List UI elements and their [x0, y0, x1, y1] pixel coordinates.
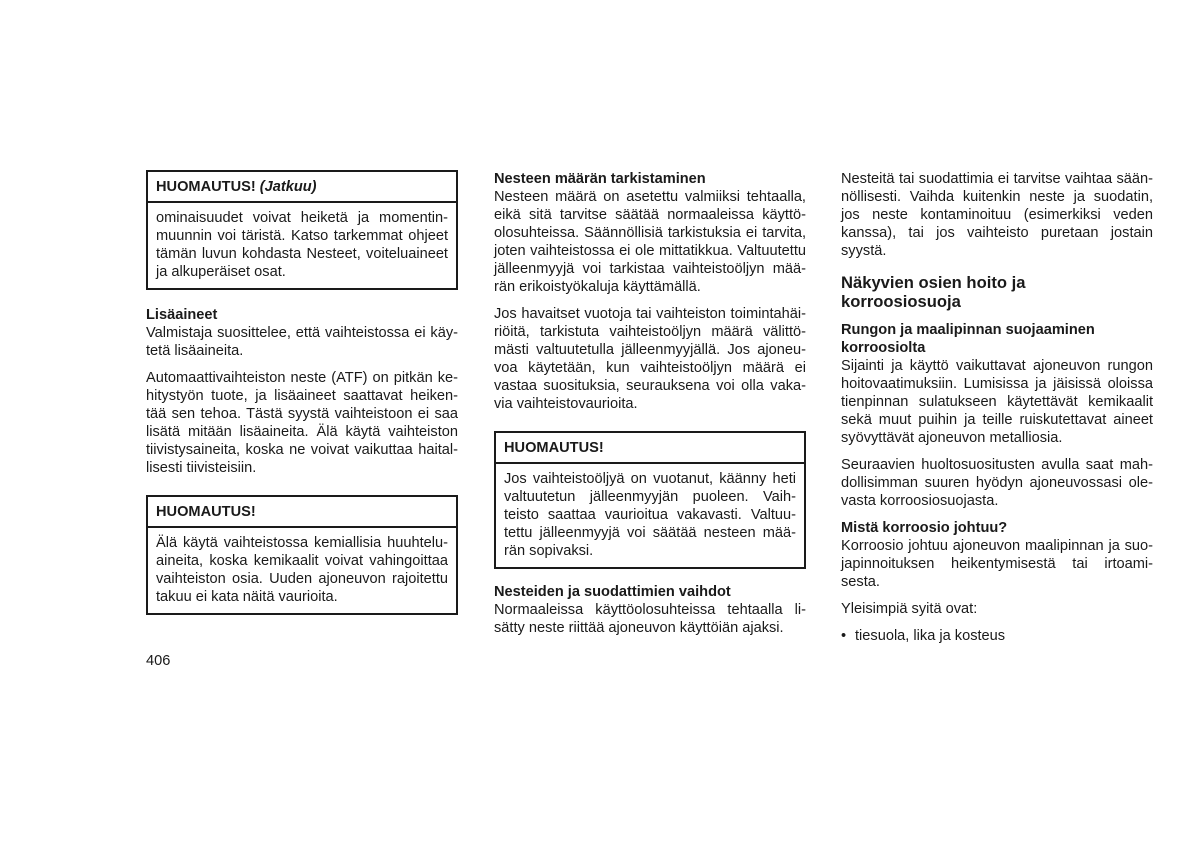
subheading-corrosion-cause: Mistä korroosio johtuu?: [841, 520, 1008, 536]
subheading-body-paint: korroosiolta: [841, 340, 926, 356]
page-number: 406: [146, 653, 171, 669]
subheading-body-paint: Rungon ja maalipinnan suojaaminen: [841, 322, 1095, 338]
column-1: [146, 170, 458, 615]
notice-line: rän sopivaksi.: [504, 543, 594, 559]
paragraph-line: sesta.: [841, 574, 880, 590]
paragraph-line: vastaa suosituksia, seurauksena voi olla vaka-: [494, 378, 806, 394]
notice-title: HUOMAUTUS!: [496, 439, 804, 464]
paragraph-line: via vaihteistovaurioita.: [494, 396, 638, 412]
column-3: [841, 170, 1153, 645]
list-item: [841, 627, 1153, 645]
bullet-icon: •: [841, 628, 847, 644]
paragraph-line: tää sen tehoa. Tästä syystä vaihteistoon ei saa: [146, 406, 458, 422]
notice-line: ja alkuperäiset osat.: [156, 264, 286, 280]
paragraph-line: dollisimman suuren hyödyn ajoneuvossasi ole-: [841, 475, 1153, 491]
section-title: Näkyvien osien hoito ja: [841, 273, 1026, 292]
notice-continued-label: (Jatkuu): [259, 179, 317, 195]
paragraph-line: Automaattivaihteiston neste (ATF) on pitkän ke-: [146, 370, 458, 386]
paragraph-line: joten vaihteistossa ei ole mittatikkua. Valtuutettu: [494, 243, 806, 259]
notice-line: takuu ei kata näitä vaurioita.: [156, 589, 338, 605]
paragraph-line: sätty neste riittää ajoneuvon käyttöiän ajaksi.: [494, 620, 784, 636]
paragraph-line: Seuraavien huoltosuositusten avulla saat mah-: [841, 457, 1153, 473]
paragraph-line: tetä lisäaineita.: [146, 343, 244, 359]
paragraph-line: nöllisesti. Vaihda kuitenkin neste ja suodatin,: [841, 189, 1153, 205]
notice-line: tämän luvun kohdasta Nesteet, voiteluaineet: [156, 246, 448, 262]
paragraph-line: riöitä, tarkistuta vaihteistoöljyn määrä välittö-: [494, 324, 806, 340]
notice-box-continued: [146, 170, 458, 290]
paragraph-line: mästi valtuutetulla jälleenmyyjällä. Jos ajoneu-: [494, 342, 806, 358]
paragraph-line: hitystyön tuote, ja lisäaineet saattavat heiken-: [146, 388, 458, 404]
paragraph-line: vasta korroosiosuojasta.: [841, 493, 999, 509]
notice-line: ominaisuudet voivat heiketä ja momentin-: [156, 210, 448, 226]
paragraph-line: Sijainti ja käyttö vaikuttavat ajoneuvon rungon: [841, 358, 1153, 374]
notice-box-flushing: [146, 495, 458, 615]
paragraph-line: syövyttävät ajoneuvon metalliosia.: [841, 430, 1063, 446]
notice-title: HUOMAUTUS!: [148, 503, 456, 528]
notice-line: Jos vaihteistoöljyä on vuotanut, käänny heti: [504, 471, 796, 487]
notice-label: HUOMAUTUS!: [156, 179, 256, 195]
paragraph-line: syystä.: [841, 243, 887, 259]
notice-line: aineita, koska kemikaalit voivat vahingoittaa: [156, 553, 448, 569]
paragraph-line: rän erikoistyökaluja käyttämällä.: [494, 279, 701, 295]
notice-line: Älä käytä vaihteistossa kemiallisia huuhtelu-: [156, 535, 448, 551]
notice-line: tettu jälleenmyyjä voi säätää nesteen mää-: [504, 525, 796, 541]
section-heading-fluid-check: Nesteen määrän tarkistaminen: [494, 171, 706, 187]
paragraph-line: olosuhteissa. Säännöllisiä tarkistuksia ei tarvita,: [494, 225, 806, 241]
paragraph-line: jos neste kontaminoituu (esimerkiksi veden: [841, 207, 1153, 223]
paragraph-line: Nesteen määrä on asetettu valmiiksi tehtaalla,: [494, 189, 806, 205]
paragraph-line: japinnoituksen heikentymisestä tai irtoami-: [841, 556, 1153, 572]
paragraph-line: Yleisimpiä syitä ovat:: [841, 601, 978, 617]
column-2: [494, 170, 806, 637]
paragraph-line: eikä sitä tarvitse säätää normaaleissa käyttö-: [494, 207, 806, 223]
paragraph-line: Nesteitä tai suodattimia ei tarvitse vaihtaa sään-: [841, 171, 1153, 187]
paragraph-line: Korroosio johtuu ajoneuvon maalipinnan ja suo-: [841, 538, 1153, 554]
paragraph-line: Normaaleissa käyttöolosuhteissa tehtaalla li-: [494, 602, 806, 618]
paragraph-line: hoitovaatimuksiin. Lumisissa ja jäisissä oloissa: [841, 376, 1153, 392]
notice-line: teisto saattaa vaurioitua vakavasti. Valtuu-: [504, 507, 796, 523]
section-heading-additives: Lisäaineet: [146, 307, 218, 323]
paragraph-line: lisätä mitään lisäaineita. Älä käytä vaihteiston: [146, 424, 458, 440]
paragraph-line: voa käytetään, kun vaihteistoöljyn määrä ei: [494, 360, 806, 376]
paragraph-line: sekä muut puihin ja teille ruiskutettavat aineet: [841, 412, 1153, 428]
paragraph-line: lisesti tiivisteisiin.: [146, 460, 257, 476]
paragraph-line: kanssa), tai jos vaihteisto puretaan jostain: [841, 225, 1153, 241]
notice-line: valtuutetun jälleenmyyjän puoleen. Vaih-: [504, 489, 796, 505]
notice-line: muunnin voi täristä. Katso tarkemmat ohjeet: [156, 228, 448, 244]
list-item-text: tiesuola, lika ja kosteus: [855, 628, 1006, 644]
notice-box-leak: [494, 431, 806, 569]
notice-line: vaihteiston osia. Uuden ajoneuvon rajoitettu: [156, 571, 448, 587]
paragraph-line: tiivistysaineita, koska ne voivat vaikuttaa haital-: [146, 442, 458, 458]
section-title: korroosiosuoja: [841, 292, 961, 311]
notice-title: [148, 178, 456, 203]
section-heading-fluid-change: Nesteiden ja suodattimien vaihdot: [494, 584, 731, 600]
paragraph-line: Valmistaja suosittelee, että vaihteistossa ei käy-: [146, 325, 458, 341]
paragraph-line: jälleenmyyjä voi tarkistaa vaihteistoöljyn mää-: [494, 261, 806, 277]
paragraph-line: Jos havaitset vuotoja tai vaihteiston toimintahäi-: [494, 306, 806, 322]
paragraph-line: tienpinnan sulatukseen käytettävät kemikaalit: [841, 394, 1153, 410]
